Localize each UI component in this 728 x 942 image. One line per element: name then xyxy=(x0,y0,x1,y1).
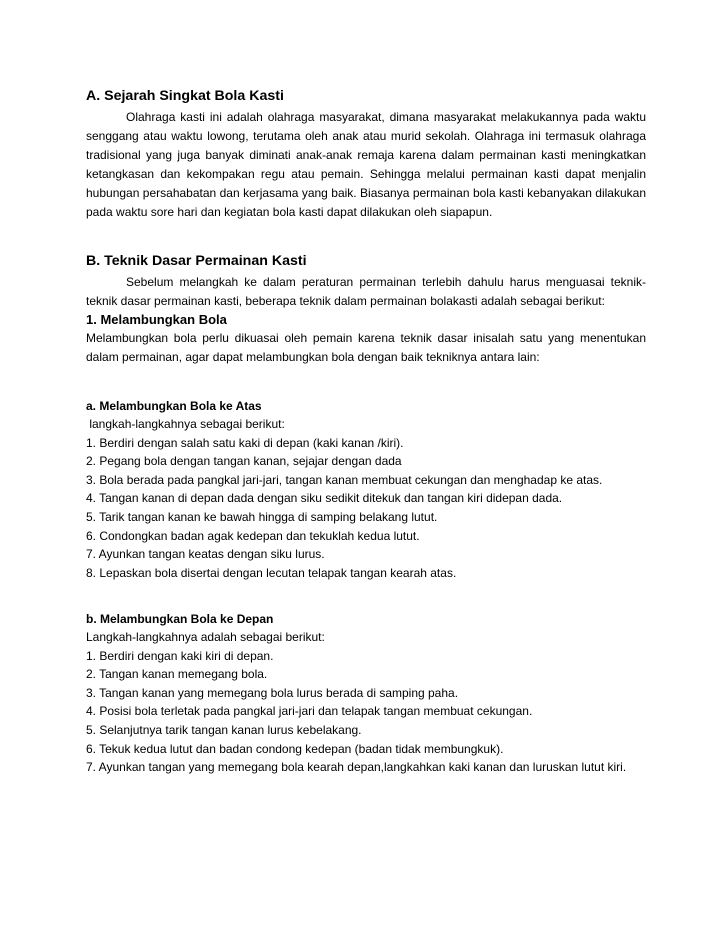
list-item: 1. Berdiri dengan kaki kiri di depan. xyxy=(86,648,274,663)
part-a-heading: a. Melambungkan Bola ke Atas xyxy=(86,399,262,413)
list-item: 7. Ayunkan tangan keatas dengan siku lurus. xyxy=(86,547,325,562)
section-b-paragraph xyxy=(86,273,646,311)
list-item: 1. Berdiri dengan salah satu kaki di depan (kaki kanan /kiri). xyxy=(86,435,404,450)
subsection-1-paragraph: Melambungkan bola perlu dikuasai oleh pemain karena teknik dasar inisalah satu yang menentukan dalam permainan, agar dapat melambungkan bola dengan baik tekniknya antara lain: xyxy=(86,331,646,364)
part-b-list xyxy=(86,628,646,777)
list-item: 3. Bola berada pada pangkal jari-jari, tangan kanan membuat cekungan dan menghadap ke atas. xyxy=(86,472,603,487)
list-item: 7. Ayunkan tangan yang memegang bola kearah depan,langkahkan kaki kanan dan luruskan lutut kiri. xyxy=(86,760,627,775)
list-item: 6. Tekuk kedua lutut dan badan condong kedepan (badan tidak membungkuk). xyxy=(86,741,504,756)
part-a-intro: langkah-langkahnya sebagai berikut: xyxy=(86,417,285,431)
section-b-paragraph-text: Sebelum melangkah ke dalam peraturan permainan terlebih dahulu harus menguasai teknik-teknik dasar permainan kasti, beberapa teknik dalam permainan bolakasti adalah sebagai berikut: xyxy=(86,275,646,308)
list-item: 4. Posisi bola terletak pada pangkal jari-jari dan telapak tangan membuat cekungan. xyxy=(86,704,533,719)
section-a-heading: A. Sejarah Singkat Bola Kasti xyxy=(86,88,284,104)
list-item: 8. Lepaskan bola disertai dengan lecutan telapak tangan kearah atas. xyxy=(86,565,457,580)
list-item: 3. Tangan kanan yang memegang bola lurus berada di samping paha. xyxy=(86,685,459,700)
part-b-intro: Langkah-langkahnya adalah sebagai berikut: xyxy=(86,630,325,644)
part-a-list xyxy=(86,415,646,582)
section-a-paragraph xyxy=(86,108,646,222)
list-item: 5. Selanjutnya tarik tangan kanan lurus kebelakang. xyxy=(86,722,362,737)
list-item: 2. Tangan kanan memegang bola. xyxy=(86,667,268,682)
part-b-heading: b. Melambungkan Bola ke Depan xyxy=(86,612,274,626)
list-item: 5. Tarik tangan kanan ke bawah hingga di samping belakang lutut. xyxy=(86,509,438,524)
list-item: 4. Tangan kanan di depan dada dengan siku sedikit ditekuk dan tangan kiri didepan dada. xyxy=(86,491,563,506)
list-item: 6. Condongkan badan agak kedepan dan tekuklah kedua lutut. xyxy=(86,528,420,543)
section-a-paragraph-text: Olahraga kasti ini adalah olahraga masyarakat, dimana masyarakat melakukannya pada waktu senggang atau waktu lowong, terutama oleh anak atau murid sekolah. Olahraga ini termasuk olahraga tradisional yang juga banyak diminati anak-anak remaja karena dalam permainan kasti meningkatkan ketangkasan dan kekompakan regu atau pemain. Sehingga melalui permainan kasti dapat menjalin hubungan persahabatan dan kerjasama yang baik. Biasanya permainan bola kasti kebanyakan dilakukan pada waktu sore hari dan kegiatan bola kasti dapat dilakukan oleh siapapun. xyxy=(86,110,646,219)
list-item: 2. Pegang bola dengan tangan kanan, sejajar dengan dada xyxy=(86,454,402,469)
subsection-1-heading: 1. Melambungkan Bola xyxy=(86,312,227,327)
section-b-heading: B. Teknik Dasar Permainan Kasti xyxy=(86,253,307,269)
